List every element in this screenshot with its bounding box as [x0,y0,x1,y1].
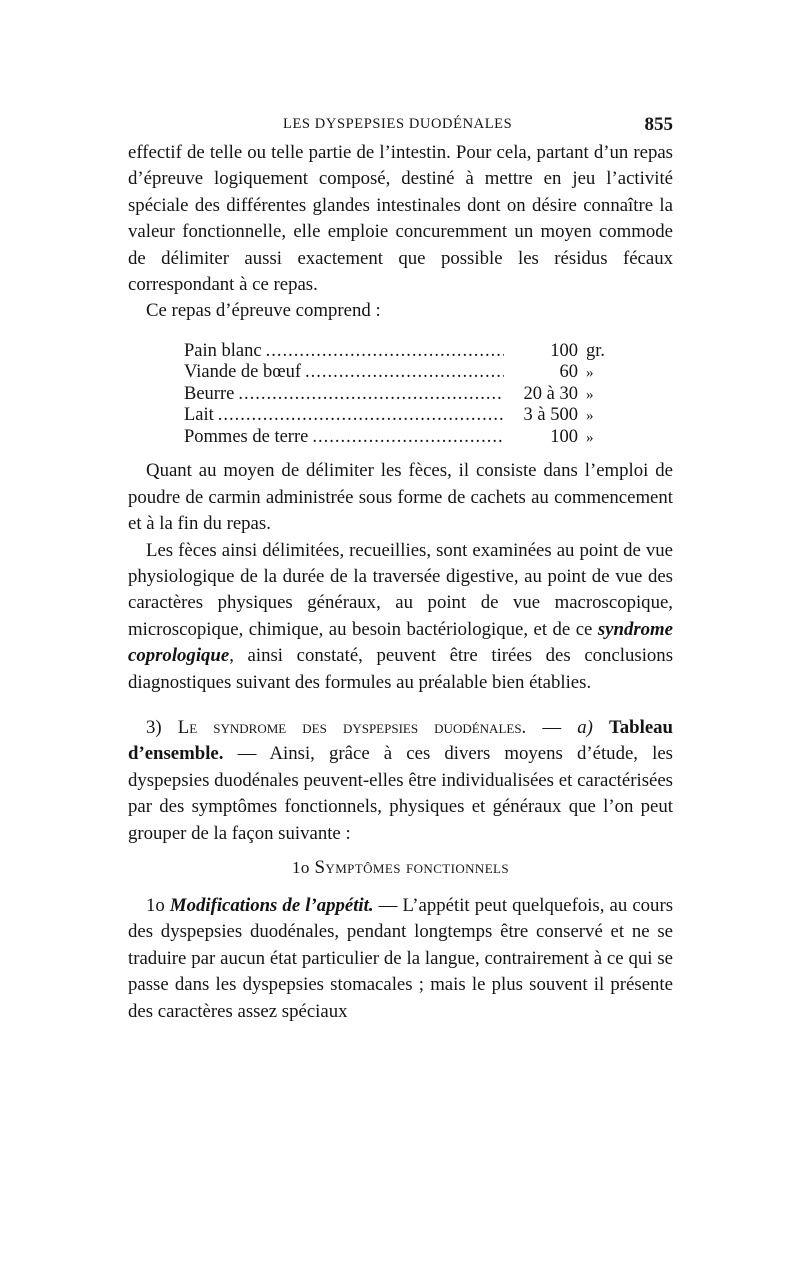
list-item [184,427,624,449]
section-3-paragraph [128,715,673,847]
section-3-text: — Ainsi, grâce à ces divers moyens d’étude, les dyspepsies duodénales peuvent-elles être individualisées et caractérisées par des symptômes fonctionnels, physiques et généraux que l’on peut grouper de la façon suivante : [128,743,673,844]
paragraph-5-italic-title: Modifications de l’appétit. [169,895,374,917]
dot-leader [238,384,504,405]
paragraph-2: Ce repas d’épreuve comprend : [146,300,381,322]
page-number: 855 [644,114,673,135]
list-item [184,384,624,406]
page-header [128,112,673,140]
running-head: LES DYSPEPSIES DUODÉNALES [283,116,513,132]
dot-leader [218,405,504,426]
paragraph-4-text-after: , ainsi constaté, peuvent être tirées des conclusions diagnostiques suivant des formules au préalable bien établies. [128,645,673,693]
list-item-quantity: 3 à 500 [523,405,578,426]
list-item [184,405,624,427]
list-item-unit: » [586,386,594,403]
list-item-name: Lait [184,405,214,426]
section-3-title: Le syndrome des dyspepsies duodénales. [177,717,527,738]
list-item-name: Viande de bœuf [184,362,302,383]
section-3-sub-title: Tableau d’ensemble. [128,717,673,765]
list-item-unit: gr. [586,340,606,361]
list-item-name: Pommes de terre [184,426,309,447]
list-item-unit: » [586,365,594,382]
dot-leader [266,341,504,362]
paragraph-4-italic: syndrome coprologique [128,618,673,667]
test-meal-list [184,341,624,449]
section-heading [128,857,673,879]
list-item-unit: » [586,429,594,446]
paragraph-5 [128,893,673,1025]
paragraph-4 [128,538,673,696]
list-item-name: Beurre [184,383,235,404]
dot-leader [312,427,504,448]
heading-title: Symptômes fonctionnels [314,857,510,879]
paragraph-1: effectif de telle ou telle partie de l’intestin. Pour cela, partant d’un repas d’épreuve logiquement composé, destiné à mettre en jeu l’activité spéciale des différentes glandes intestinales dont on désire connaître la valeur fonctionnelle, elle emploie concuremment un moyen commode de délimiter aussi exactement que possible les résidus fécaux correspondant à ce repas. [128,142,673,296]
section-3-dash: — [526,717,578,738]
list-item-name: Pain blanc [184,340,262,361]
paragraph-4-text-before: Les fèces ainsi délimitées, recueillies, sont examinées au point de vue physiologique de la durée de la traversée digestive, au point de vue des caractères physiques généraux, au point de vue macroscopique, microscopique, chimique, au besoin bactériologique, et de ce [128,539,673,640]
list-item-unit: » [586,408,594,425]
paragraph-3: Quant au moyen de délimiter les fèces, il consiste dans l’emploi de poudre de carmin administrée sous forme de cachets au commencement et à la fin du repas. [128,460,673,535]
heading-number: 1o [291,858,310,878]
list-item-quantity: 100 [550,426,578,447]
list-item-quantity: 20 à 30 [523,383,578,404]
list-item [184,341,624,363]
list-item-quantity: 100 [550,340,578,361]
dot-leader [305,362,504,383]
list-item-quantity: 60 [559,362,578,383]
section-spacer [128,696,673,715]
book-page [128,112,673,1025]
paragraph-5-number: 1o [146,895,165,917]
list-item [184,362,624,384]
section-3-number: 3) [146,717,162,738]
paragraph-5-text: — L’appétit peut quelquefois, au cours des dyspepsies duodénales, pendant longtemps être conservé et ne se traduire par aucun état particulier de la langue, contrairement à ce qui se passe dans les dyspepsies stomacales ; mais le plus souvent il présente des caractères assez spéciaux [128,895,674,1022]
section-3-sub-label: a) [577,717,593,738]
